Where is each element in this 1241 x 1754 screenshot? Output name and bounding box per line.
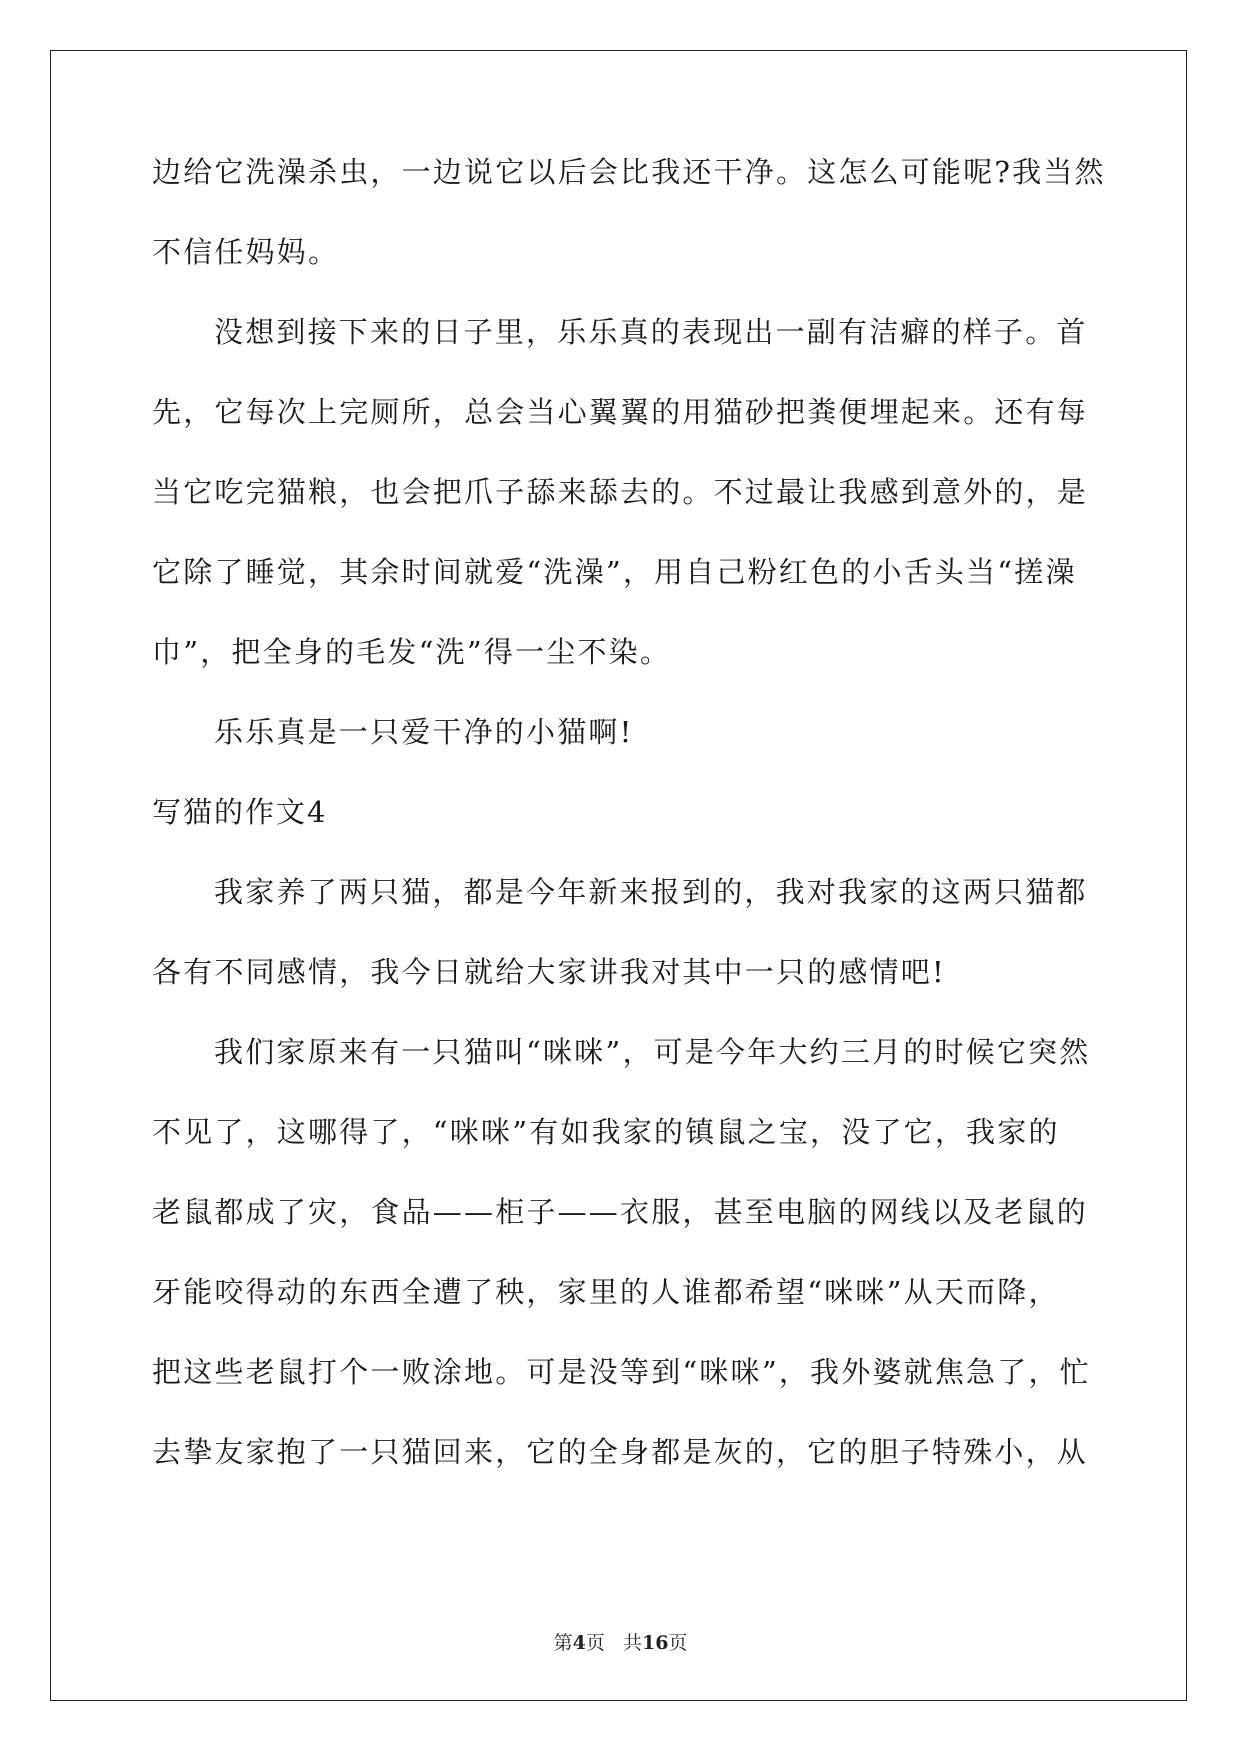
text-line: 牙能咬得动的东西全遭了秧，家里的人谁都希望“咪咪”从天而降， (152, 1275, 1060, 1309)
text-line: 把这些老鼠打个一败涂地。可是没等到“咪咪”，我外婆就焦急了，忙 (152, 1355, 1091, 1389)
footer-total-prefix: 共 (622, 1632, 642, 1654)
text-line: 我们家原来有一只猫叫“咪咪”，可是今年大约三月的时候它突然 (214, 1035, 1091, 1069)
text-line: 巾”，把全身的毛发“洗”得一尘不染。 (152, 635, 672, 669)
footer-total-pages: 16 (641, 1632, 669, 1654)
text-line: 不信任妈妈。 (152, 235, 340, 269)
footer-page-number: 4 (572, 1632, 586, 1654)
text-line: 没想到接下来的日子里，乐乐真的表现出一副有洁癖的样子。首 (214, 315, 1088, 349)
text-line: 边给它洗澡杀虫，一边说它以后会比我还干净。这怎么可能呢?我当然 (152, 155, 1106, 189)
text-line: 老鼠都成了灾，食品——柜子——衣服，甚至电脑的网线以及老鼠的 (152, 1195, 1089, 1229)
text-line: 它除了睡觉，其余时间就爱“洗澡”，用自己粉红色的小舌头当“搓澡 (152, 555, 1077, 589)
text-line: 先，它每次上完厕所，总会当心翼翼的用猫砂把粪便埋起来。还有每 (152, 395, 1089, 429)
text-line: 我家养了两只猫，都是今年新来报到的，我对我家的这两只猫都 (214, 875, 1088, 909)
footer-page-suffix: 页 (585, 1632, 605, 1654)
text-line: 乐乐真是一只爱干净的小猫啊! (214, 715, 634, 749)
text-line: 不见了，这哪得了，“咪咪”有如我家的镇鼠之宝，没了它，我家的 (152, 1115, 1060, 1149)
text-line: 各有不同感情，我今日就给大家讲我对其中一只的感情吧! (152, 955, 946, 989)
page-footer (0, 1628, 1241, 1655)
section-heading: 写猫的作文4 (152, 795, 328, 829)
text-line: 去挚友家抱了一只猫回来，它的全身都是灰的，它的胆子特殊小，从 (152, 1435, 1089, 1469)
footer-page-prefix: 第 (553, 1632, 573, 1654)
footer-total-suffix: 页 (668, 1632, 688, 1654)
text-line: 当它吃完猫粮，也会把爪子舔来舔去的。不过最让我感到意外的，是 (152, 475, 1089, 509)
